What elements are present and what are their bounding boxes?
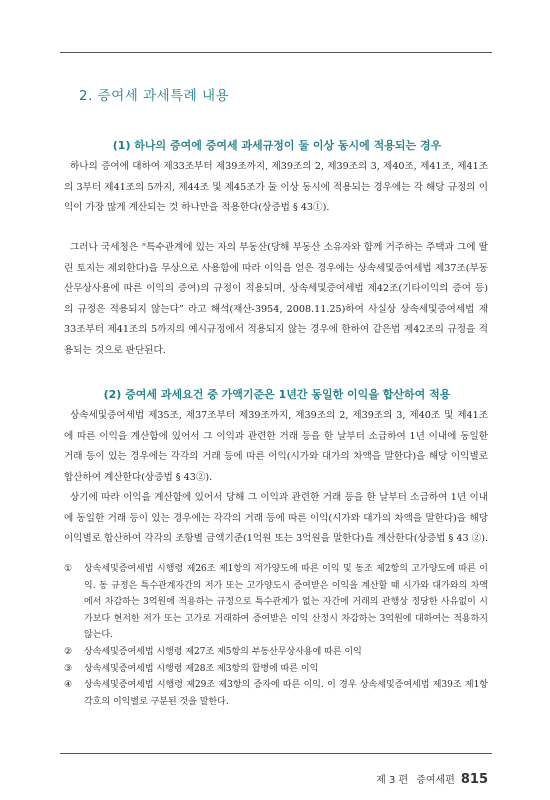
note-text: 상속세및증여세법 시행령 제29조 제3항의 증자에 따른 이익. 이 경우 상속세및증여세법 제39조 제1항 각호의 이익별로 구분된 것을 말한다. bbox=[84, 680, 488, 707]
note-item bbox=[64, 677, 488, 710]
subsection-1-title: (1) 하나의 증여에 증여세 과세규정이 둘 이상 동시에 적용되는 경우 bbox=[112, 139, 442, 152]
note-number: ③ bbox=[64, 663, 73, 674]
paragraph-text: 하나의 증여에 대하여 제33조부터 제39조까지, 제39조의 2, 제39조의 3, 제40조, 제41조, 제41조의 3부터 제41조의 5까지, 제44조 및 제45조가 둘 이상 동시에 적용되는 경우에는 각 해당 규정의 이익이 가장 많게 계산되는 것 하나만을 적용한다(상증법 § 43①). bbox=[64, 161, 488, 213]
header-rule bbox=[60, 52, 492, 53]
subsection-2-title: (2) 증여세 과세요건 중 가액기준은 1년간 동일한 이익을 합산하여 적용 bbox=[103, 388, 451, 401]
note-text: 상속세및증여세법 시행령 제27조 제5항의 부동산무상사용에 따른 이익 bbox=[84, 646, 362, 657]
section-title: 2. 증여세 과세특례 내용 bbox=[79, 88, 230, 104]
note-item bbox=[64, 561, 488, 644]
footer-rule bbox=[60, 753, 492, 754]
note-text: 상속세및증여세법 시행령 제28조 제3항의 합병에 따른 이익 bbox=[84, 663, 319, 674]
footer-chapter: 증여세편 bbox=[416, 775, 455, 786]
page-footer bbox=[376, 768, 488, 787]
note-text: 상속세및증여세법 시행령 제26조 제1항의 저가양도에 따른 이익 및 동조 제2항의 고가양도에 따른 이익. 동 규정은 특수관계자간의 저가 또는 고가양도시 증여받은 이익을 계산할 때 시가와 대가와의 차액에서 차감하는 3억원에 적용하는 규정으로 특수관계가 없는 자간에 거래의 관행상 정당한 사유없이 시가보다 현저한 저가 또는 고가로 거래하여 증여받은 이익 산정시 차감하는 3억원에 대하여는 적용하지 않는다. bbox=[84, 564, 488, 641]
note-number: ① bbox=[64, 564, 73, 574]
page-number: 815 bbox=[460, 772, 488, 787]
paragraph-text: 상기에 따라 이익을 계산함에 있어서 당해 그 이익과 관련한 거래 등을 한 날부터 소급하여 1년 이내에 동일한 거래 등이 있는 경우에는 각각의 거래 등에 따른 이익(시가와 대가의 차액을 말한다)을 해당 이익별로 합산하여 각각의 조항별 금액기준(1억원 또는 3억원을 말한다)을 계산한다(상증법 § 43 ②). bbox=[64, 492, 489, 544]
subsection-1-paragraph-2 bbox=[64, 238, 488, 361]
note-item bbox=[64, 661, 488, 678]
notes-list bbox=[64, 561, 488, 710]
footer-part: 제 3 편 bbox=[376, 775, 409, 786]
paragraph-text: 그러나 국세청은 “특수관계에 있는 자의 부동산(당해 부동산 소유자와 함께 거주하는 주택과 그에 딸린 토지는 제외한다)을 무상으로 사용함에 따라 이익을 얻은 경우에는 상속세및증여세법 제37조(부동산무상사용에 따른 이익의 증여)의 규정이 적용되며, 상속세및증여세법 제42조(기타이익의 증여 등)의 규정은 적용되지 않는다” 라고 해석(재산-3954, 2008.11.25)하여 사실상 상속세및증여세법 제33조부터 제41조의 5까지의 예시규정에서 적용되지 않는 경우에 한하여 같은법 제42조의 규정을 적용되는 것으로 판단된다. bbox=[64, 242, 488, 356]
subsection-1-paragraph-1 bbox=[64, 157, 488, 219]
note-item bbox=[64, 644, 488, 661]
paragraph-text: 상속세및증여세법 제35조, 제37조부터 제39조까지, 제39조의 2, 제39조의 3, 제40조 및 제41조에 따른 이익을 계산함에 있어서 그 이익과 관련한 거래 등을 한 날부터 소급하여 1년 이내에 동일한 거래 등이 있는 경우에는 각각의 거래 등에 따른 이익(시가와 대가의 차액을 말한다)을 해당 이익별로 합산하여 계산한다(상증법 § 43②). bbox=[64, 410, 489, 483]
subsection-2-paragraph-1 bbox=[64, 406, 488, 488]
subsection-2-paragraph-2 bbox=[64, 488, 488, 550]
note-number: ② bbox=[64, 646, 73, 657]
note-number: ④ bbox=[64, 680, 73, 691]
